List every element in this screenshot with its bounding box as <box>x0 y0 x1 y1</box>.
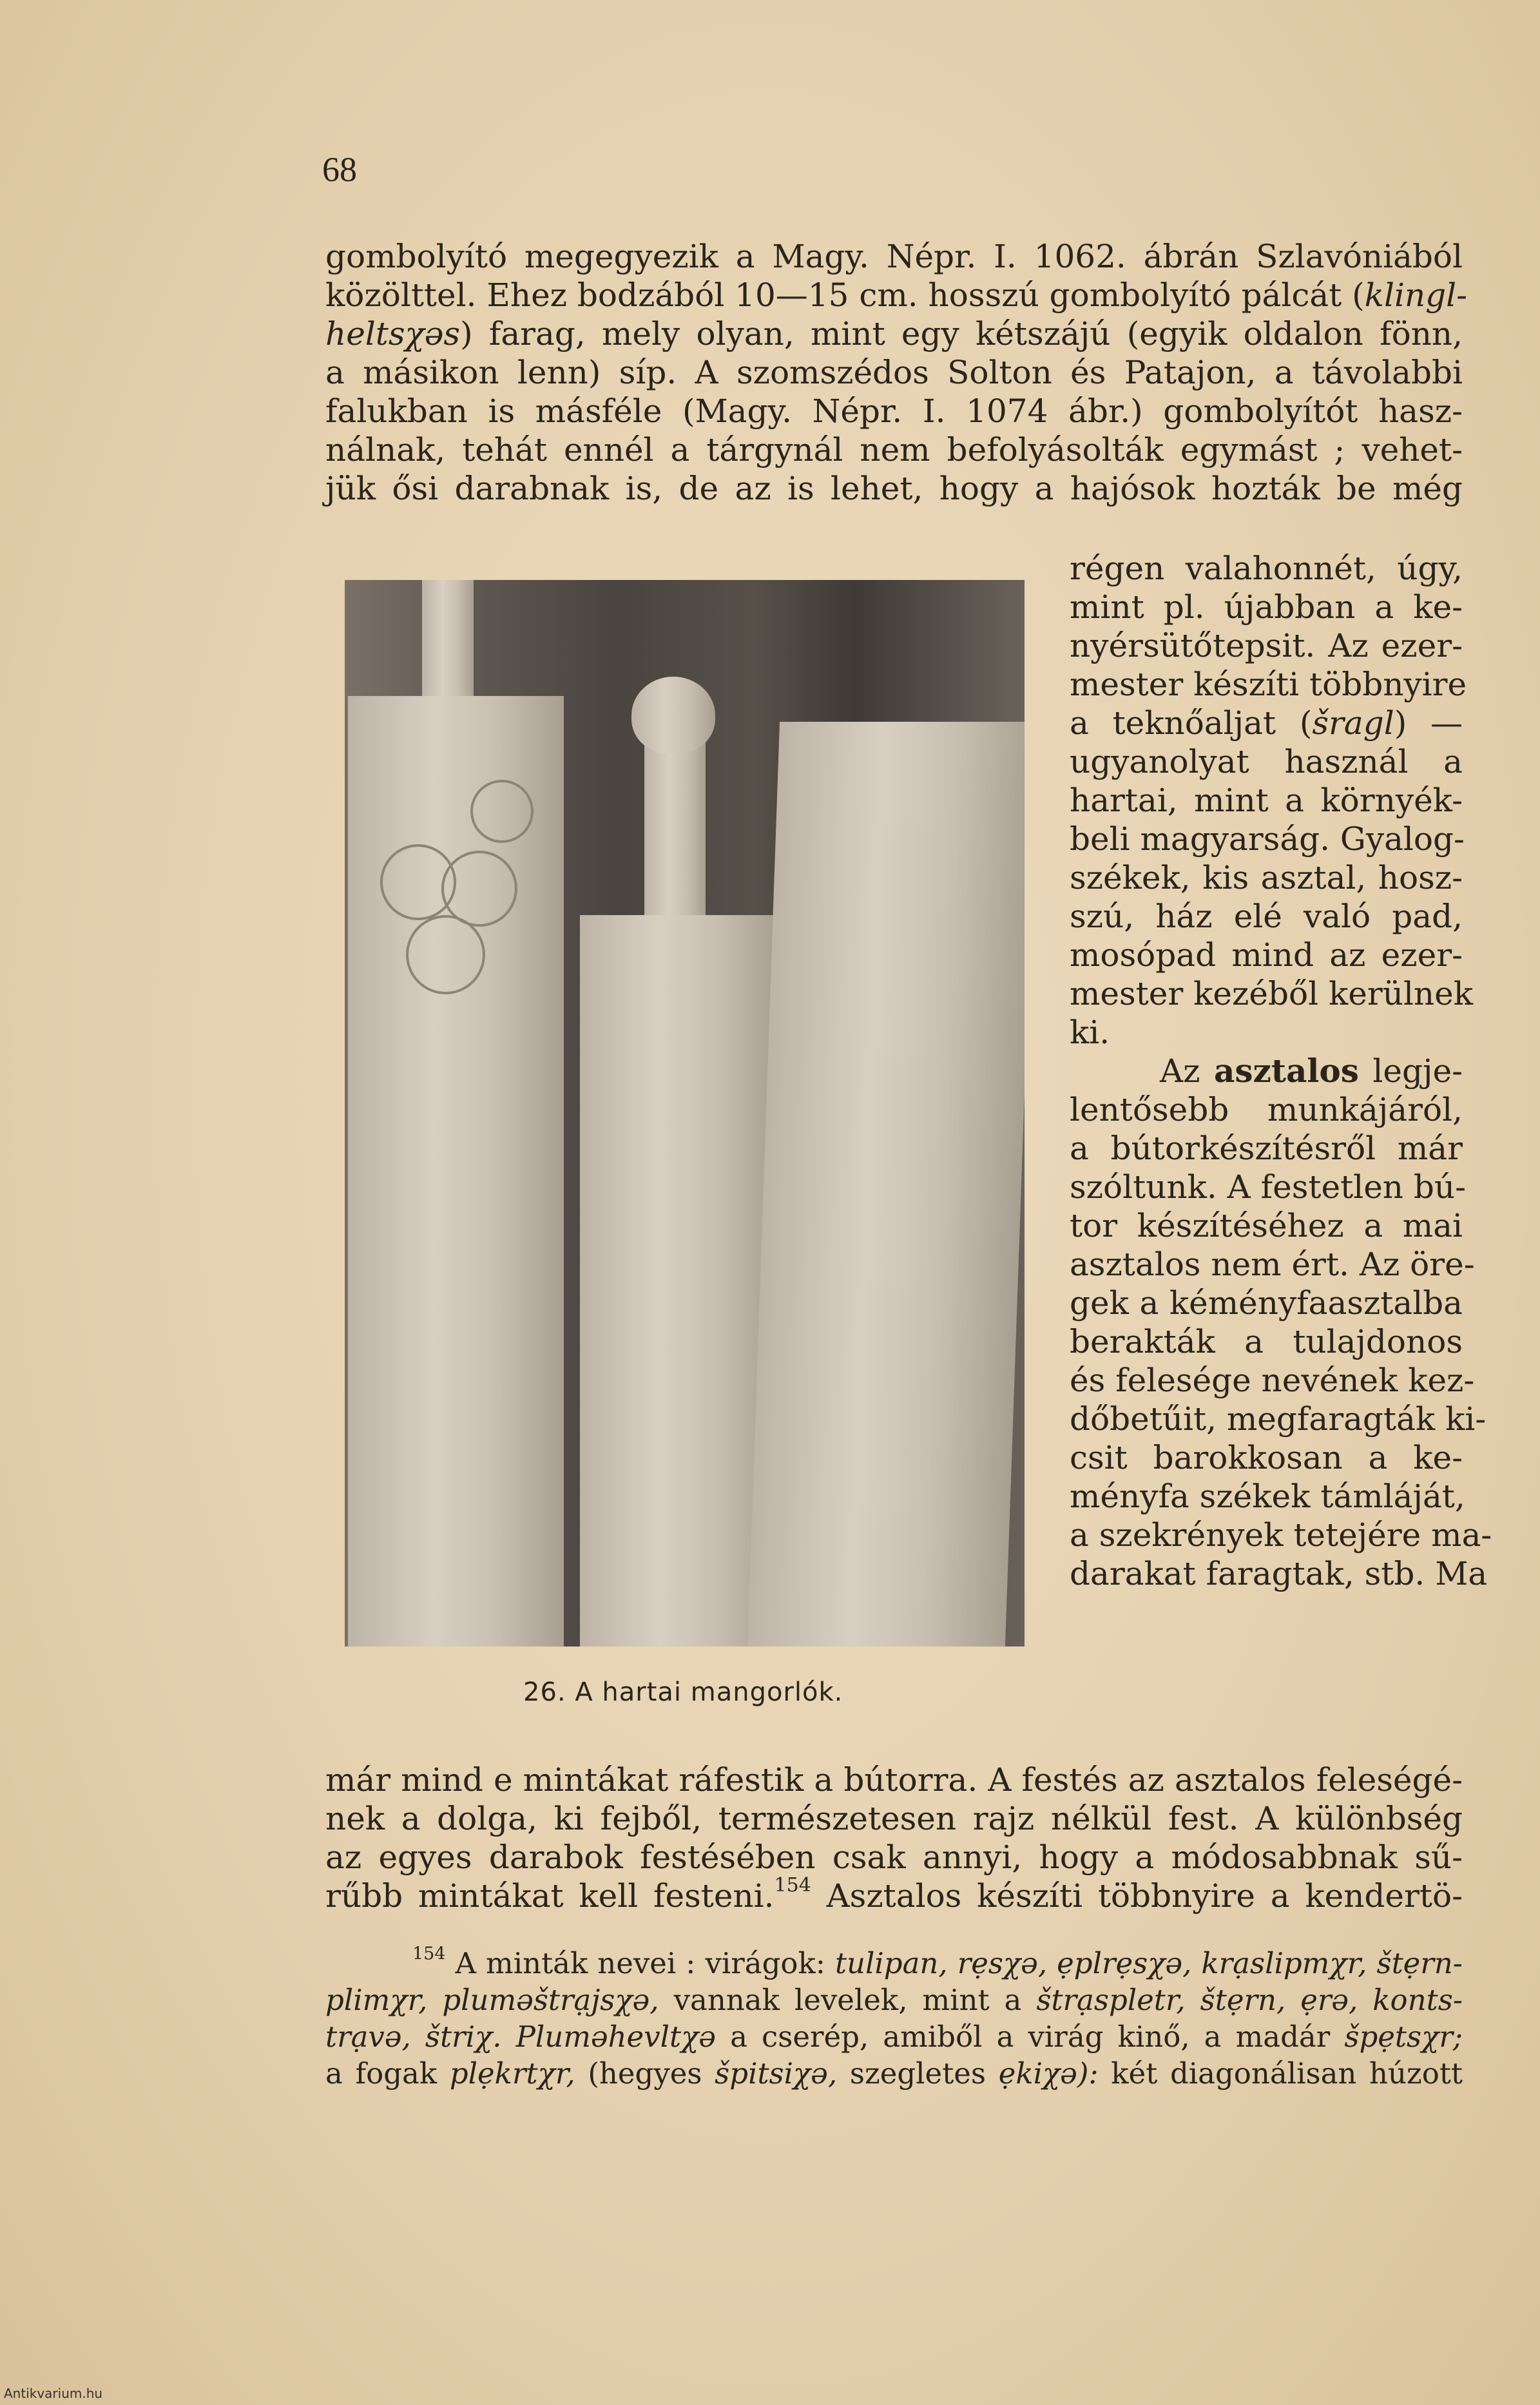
body-line-2: közölttel. Ehez bodzából 10—15 cm. hosszú gombolyító pálcát (klingl- <box>325 276 1468 314</box>
side-line-1: régen valahonnét, úgy, <box>1070 550 1463 587</box>
body-line-3: heltsχəs) farag, mely olyan, mint egy kétszájú (egyik oldalon fönn, <box>325 315 1463 353</box>
footnote-line-4: a fogak plẹkrtχr, (hegyes špitsiχə, szegletes ẹkiχə): két diagonálisan húzott <box>325 2056 1463 2091</box>
side-line-13: ki. <box>1070 1014 1110 1051</box>
bottom-line-1: már mind e mintákat ráfestik a bútorra. A festés az asztalos feleségé- <box>325 1761 1463 1799</box>
side2-line-9: dőbetűit, megfaragták ki- <box>1070 1400 1487 1438</box>
side2-line-11: ményfa székek támláját, <box>1070 1478 1465 1515</box>
side-line-11: mosópad mind az ezer- <box>1070 936 1463 974</box>
footnote-marker: 154 <box>774 1874 811 1897</box>
side2-line-5: asztalos nem ért. Az öre- <box>1070 1246 1475 1283</box>
side-line-3: nyérsütőtepsit. Az ezer- <box>1070 627 1463 664</box>
asztalos-paragraph-start: Az asztalos legje- <box>1160 1052 1463 1090</box>
body-line-4: a másikon lenn) síp. A szomszédos Solton és Patajon, a távolabbi <box>325 354 1463 391</box>
side2-line-4: tor készítéséhez a mai <box>1070 1207 1463 1244</box>
side-line-4: mester készíti többnyire <box>1070 666 1467 703</box>
page-number: 68 <box>322 150 357 189</box>
side2-line-10: csit barokkosan a ke- <box>1070 1439 1463 1476</box>
bottom-line-3: az egyes darabok festésében csak annyi, hogy a módosabbnak sű- <box>325 1839 1463 1876</box>
side2-line-6: gek a kéményfaasztalba <box>1070 1284 1463 1322</box>
side2-line-12: a szekrények tetejére ma- <box>1070 1516 1492 1554</box>
side-line-5: a teknőaljat (šragl) — <box>1070 704 1463 742</box>
bottom-line-2: nek a dolga, ki fejből, természetesen rajz nélkül fest. A különbség <box>325 1800 1463 1837</box>
side-line-10: szú, ház elé való pad, <box>1070 898 1463 935</box>
body-line-6: nálnak, tehát ennél a tárgynál nem befolyásolták egymást ; vehet- <box>325 431 1463 468</box>
side2-line-7: berakták a tulajdonos <box>1070 1323 1463 1360</box>
footnote-line-3: trạvə, štriχ. Pluməhevltχə a cserép, amiből a virág kinő, a madár špẹtsχr; <box>325 2020 1463 2054</box>
side2-line-8: és felesége nevének kez- <box>1070 1362 1475 1399</box>
side-line-2: mint pl. újabban a ke- <box>1070 588 1463 626</box>
side2-line-13: darakat faragtak, stb. Ma <box>1070 1555 1488 1592</box>
side-line-6: ugyanolyat használ a <box>1070 743 1463 780</box>
side2-line-3: szóltunk. A festetlen bú- <box>1070 1168 1466 1206</box>
body-line-1: gombolyító megegyezik a Magy. Népr. I. 1062. ábrán Szlavóniából <box>325 238 1463 275</box>
side2-line-2: a bútorkészítésről már <box>1070 1130 1463 1167</box>
body-line-5: falukban is másféle (Magy. Népr. I. 1074 ábr.) gombolyítót hasz- <box>325 392 1463 430</box>
footnote-line-1: $^{154}$ A minták nevei : virágok: tulipan, rẹsχə, ẹplrẹsχə, krạslipmχr, štẹrn- <box>412 1944 1463 1980</box>
side2-line-1: lentősebb munkájáról, <box>1070 1091 1463 1128</box>
body-line-7: jük ősi darabnak is, de az is lehet, hogy a hajósok hozták be még <box>325 470 1463 507</box>
side-line-7: hartai, mint a környék- <box>1070 782 1463 819</box>
watermark: Antikvarium.hu <box>4 2386 103 2401</box>
mangle-boards-photo <box>345 580 1025 1647</box>
side-line-12: mester kezéből kerülnek <box>1070 975 1474 1012</box>
side-line-8: beli magyarság. Gyalog- <box>1070 820 1465 858</box>
figure-caption: 26. A hartai mangorlók. <box>523 1677 843 1707</box>
side-line-9: székek, kis asztal, hosz- <box>1070 859 1463 896</box>
footnote-line-2: plimχr, pluməštrạjsχə, vannak levelek, mint a štrạspletr, štẹrn, ẹrə, konts- <box>325 1983 1463 2017</box>
bottom-line-4: rűbb mintákat kell festeni.$^{154}$ Asztalos készíti többnyire a kendertö- <box>325 1874 1463 1915</box>
